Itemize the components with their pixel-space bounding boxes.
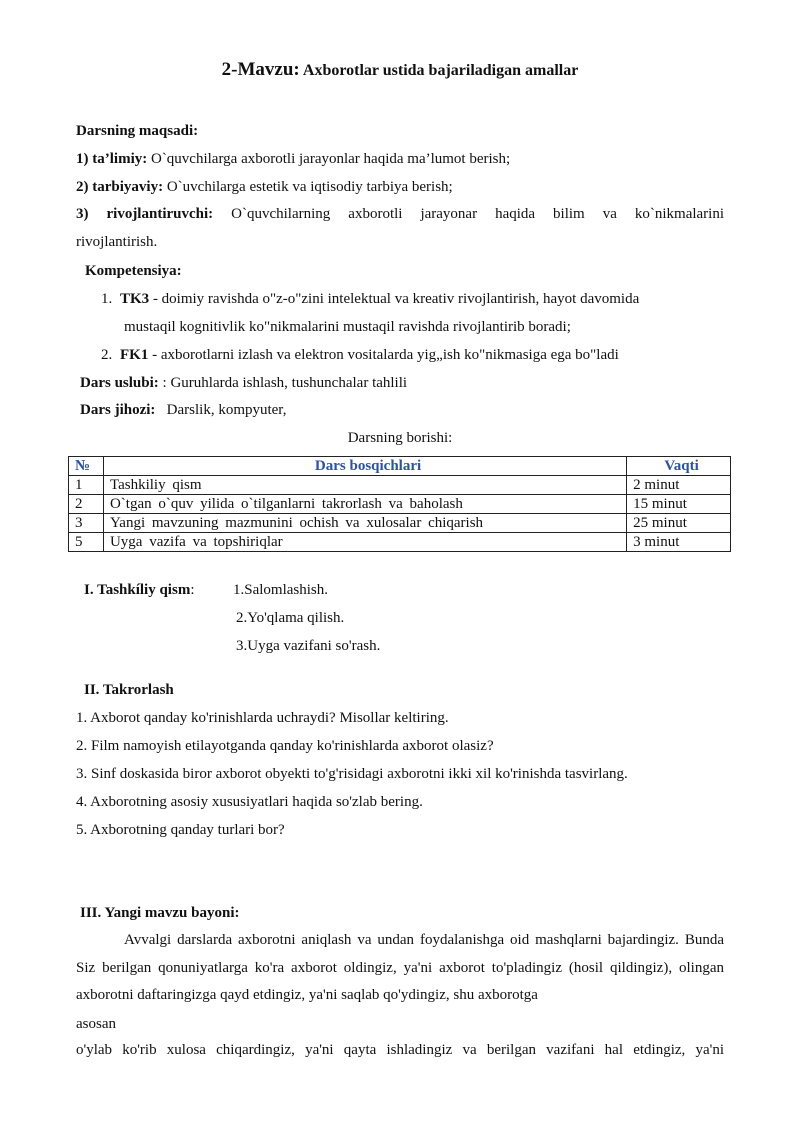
table-row <box>69 533 731 552</box>
competence-item-1: 1. TK3 - doimiy ravishda o"z-o"zini intelektual va kreativ rivojlantirish, hayot davomida <box>101 291 640 307</box>
cell-stage: O`tgan o`quv yilida o`tilganlarni takrorlash va baholash <box>103 495 626 514</box>
lesson-plan-table <box>68 456 731 552</box>
page-title <box>0 60 800 81</box>
goal-heading: Darsning maqsadi: <box>76 123 199 139</box>
table-row <box>69 476 731 495</box>
competence-item-2: 2. FK1 - axborotlarni izlash va elektron vositalarda yig„ish ko"nikmasiga ega bo"ladi <box>101 347 619 363</box>
section1-heading: I. Tashkíliy qism: <box>84 582 195 598</box>
header-stages: Dars bosqichlari <box>103 457 626 476</box>
section3-paragraph: Avvalgi darslarda axborotni aniqlash va undan foydalanishga oid mashqlarni bajardingiz. Bunda Siz berilgan qonuniyatlarga ko'ra axborot oldingiz, ya'ni axborot to'pladingiz (hosil qildingiz), olingan axborotni daftaringizga qayd etdingiz, ya'ni saqlab qo'ydingiz, shu axborotga <box>76 932 724 1003</box>
question-item: 5. Axborotning qanday turlari bor? <box>76 822 285 838</box>
goal-item-developmental: 3) rivojlantiruvchi: O`quvchilarning axborotli jarayonar haqida bilim va ko`nikmalarini rivojlantirish. <box>76 206 725 250</box>
question-item: 1. Axborot qanday ko'rinishlarda uchraydi? Misollar keltiring. <box>76 710 449 726</box>
competence-item-1-cont: mustaqil kognitivlik ko"nikmalarini mustaqil ravishda rivojlantirib boradi; <box>124 319 571 335</box>
section3-heading: III. Yangi mavzu bayoni: <box>80 905 240 921</box>
cell-number: 2 <box>69 495 104 514</box>
question-item: 2. Film namoyish etilayotganda qanday ko'rinishlarda axborot olasiz? <box>76 738 494 754</box>
section3-paragraph-end: asosan <box>76 1016 116 1032</box>
header-number: № <box>69 457 104 476</box>
cell-number: 3 <box>69 514 104 533</box>
table-row <box>69 495 731 514</box>
cell-stage: Tashkiliy qism <box>103 476 626 495</box>
cell-time: 15 minut <box>627 495 731 514</box>
lesson-equipment: Dars jihozi: Darslik, kompyuter, <box>80 402 287 418</box>
section2-heading: II. Takrorlash <box>84 682 174 698</box>
question-item: 4. Axborotning asosiy xususiyatlari haqida so'zlab bering. <box>76 794 423 810</box>
lesson-method: Dars uslubi: : Guruhlarda ishlash, tushunchalar tahlili <box>80 375 408 391</box>
cell-stage: Uyga vazifa va topshiriqlar <box>103 533 626 552</box>
goal-item-educational: 1) ta’limiy: O`quvchilarga axborotli jarayonlar haqida ma’lumot berish; <box>76 151 511 167</box>
goal-item-upbringing: 2) tarbiyaviy: O`uvchilarga estetik va iqtisodiy tarbiya berish; <box>76 179 453 195</box>
cell-number: 5 <box>69 533 104 552</box>
cell-time: 3 minut <box>627 533 731 552</box>
topic-number: 2-Mavzu: <box>221 59 300 80</box>
cell-time: 25 minut <box>627 514 731 533</box>
header-time: Vaqti <box>627 457 731 476</box>
section3-paragraph-2: o'ylab ko'rib xulosa chiqardingiz, ya'ni qayta ishladingiz va berilgan vazifani hal etdingiz, ya'ni <box>76 1042 724 1058</box>
table-row <box>69 514 731 533</box>
section1-item: 2.Yo'qlama qilish. <box>236 610 345 626</box>
cell-stage: Yangi mavzuning mazmunini ochish va xulosalar chiqarish <box>103 514 626 533</box>
section1-item: 3.Uyga vazifani so'rash. <box>236 638 381 654</box>
cell-number: 1 <box>69 476 104 495</box>
table-header-row <box>69 457 731 476</box>
section1-item: 1.Salomlashish. <box>233 582 329 598</box>
progress-caption: Darsning borishi: <box>347 430 453 446</box>
cell-time: 2 minut <box>627 476 731 495</box>
topic-title: Axborotlar ustida bajariladigan amallar <box>302 62 579 79</box>
competence-heading: Kompetensiya: <box>85 263 182 279</box>
question-item: 3. Sinf doskasida biror axborot obyekti to'g'risidagi axborotni ikki xil ko'rinishda tasvirlang. <box>76 766 628 782</box>
